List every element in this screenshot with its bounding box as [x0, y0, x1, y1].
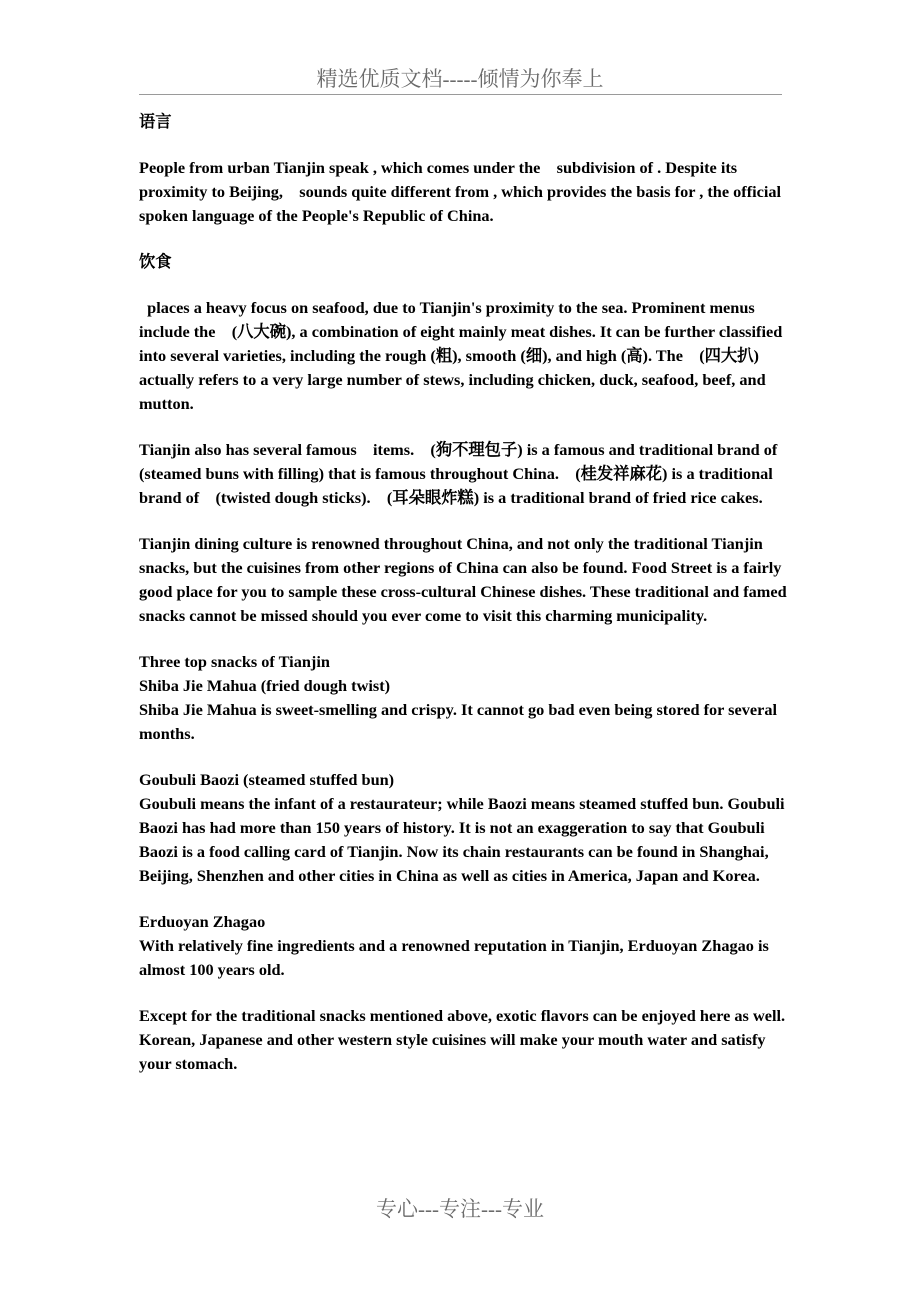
document-body [139, 110, 794, 1098]
exotic-flavors-paragraph: Except for the traditional snacks mentioned above, exotic flavors can be enjoyed here as well. Korean, Japanese and other western style cuisines will make your mouth water and satisfy your stomach. [139, 1006, 786, 1073]
erduoyan-description: With relatively fine ingredients and a renowned reputation in Tianjin, Erduoyan Zhagao is almost 100 years old. [139, 936, 769, 979]
goubuli-description: Goubuli means the infant of a restaurateur; while Baozi means steamed stuffed bun. Goubuli Baozi has had more than 150 years of history. It is not an exaggeration to say that Goubuli Baozi is a food calling card of Tianjin. Now its chain restaurants can be found in Shanghai, Beijing, Shenzhen and other cities in China as well as cities in America, Japan and Korea. [139, 794, 785, 885]
goubuli-title: Goubuli Baozi (steamed stuffed bun) [139, 770, 395, 789]
famous-items-paragraph: Tianjin also has several famous items. (狗不理包子) is a famous and traditional brand of (steamed buns with filling) that is famous throughout China. (桂发祥麻花) is a traditional brand of (twisted dough sticks). (耳朵眼炸糕) is a traditional brand of fried rice cakes. [139, 440, 794, 507]
header-divider [139, 94, 782, 95]
shiba-description: Shiba Jie Mahua is sweet-smelling and crispy. It cannot go bad even being stored for several months. [139, 700, 778, 743]
goubuli-block [139, 768, 789, 888]
shiba-title: Shiba Jie Mahua (fried dough twist) [139, 676, 391, 695]
top-snacks-block [139, 650, 789, 746]
page-footer: 专心---专注---专业 [376, 1197, 544, 1221]
food-heading: 饮食 [139, 252, 172, 271]
dining-culture-paragraph: Tianjin dining culture is renowned throughout China, and not only the traditional Tianjin snacks, but the cuisines from other regions of China can also be found. Food Street is a fairly good place for you to sample these cross-cultural Chinese dishes. These traditional and famed snacks cannot be missed should you ever come to visit this charming municipality. [139, 534, 787, 625]
language-heading: 语言 [139, 112, 172, 131]
top-snacks-title: Three top snacks of Tianjin [139, 652, 330, 671]
food-paragraph: places a heavy focus on seafood, due to Tianjin's proximity to the sea. Prominent menus include the (八大碗), a combination of eight mainly meat dishes. It can be further classified into several varieties, including the rough (粗), smooth (细), and high (高). The (四大扒) actually refers to a very large number of stews, including chicken, duck, seafood, beef, and mutton. [139, 298, 787, 413]
erduoyan-block [139, 910, 789, 982]
page-header: 精选优质文档-----倾情为你奉上 [316, 67, 604, 91]
language-paragraph: People from urban Tianjin speak , which comes under the subdivision of . Despite its proximity to Beijing, sounds quite different from , which provides the basis for , the official spoken language of the People's Republic of China. [139, 158, 786, 225]
erduoyan-title: Erduoyan Zhagao [139, 912, 266, 931]
